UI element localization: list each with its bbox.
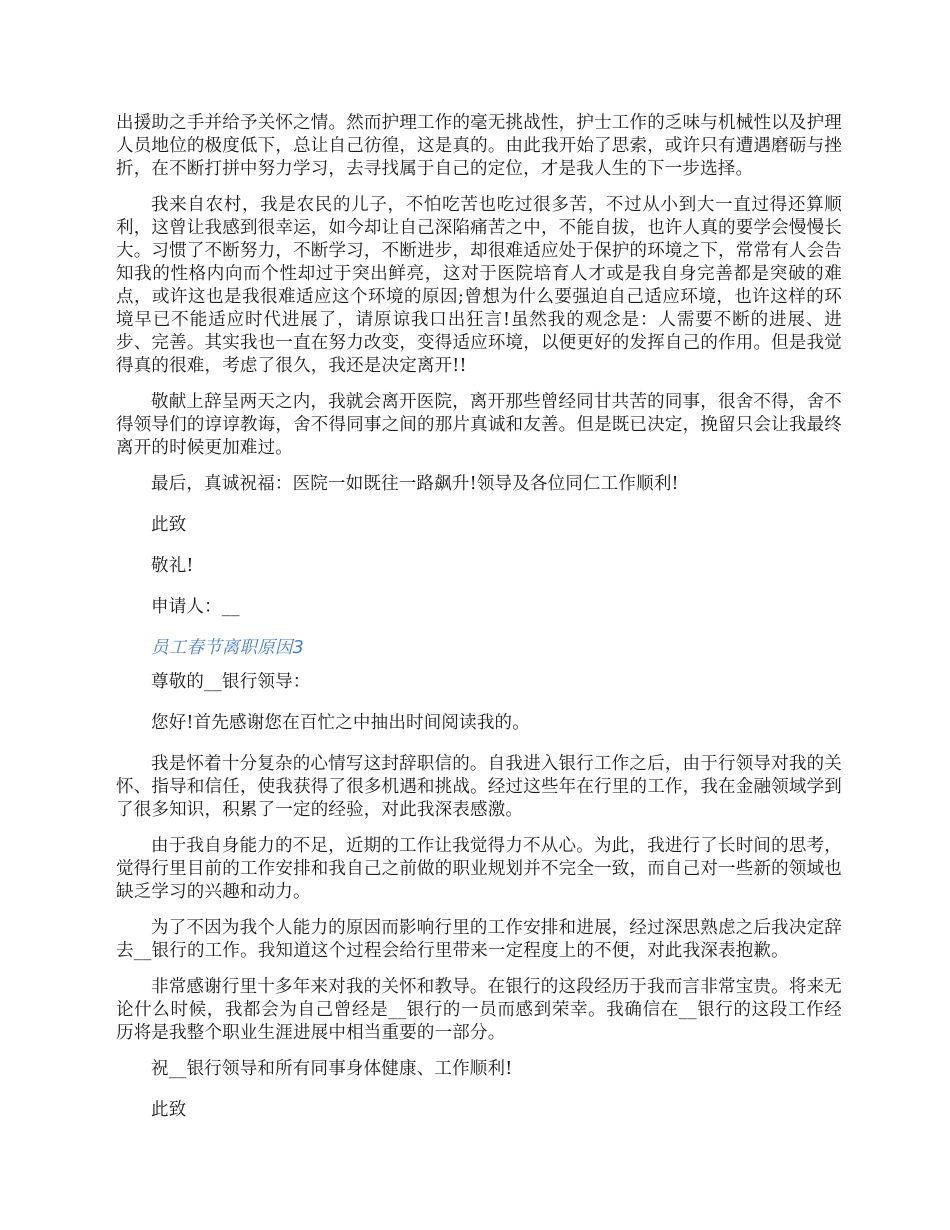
letter-cizhi: 此致 [151,1100,187,1120]
letter-opening: 您好!首先感谢您在百忙之中抽出时间阅读我的。 [151,713,530,733]
paragraph-background: 我来自农村，我是农民的儿子，不怕吃苦也吃过很多苦，不过从小到大一直过得还算顺利，这曾让我感到很幸运，如今却让自己深陷痛苦之中，不能自拔，也许人真的要学会慢慢长大。习惯了不断努力，不断学习，不断进步，却很难适应处于保护的环境之下，常常有人会告知我的性格内向而个性却过于突出鲜亮，这对于医院培育人才或是我自身完善都是突破的难点，或许这也是我很难适应这个环境的原因;曾想为什么要强迫自己适应环境，也许这样的环境早已不能适应时代进展了，请原谅我口出狂言!虽然我的观念是：人需要不断的进展、进步、完善。其实我也一直在努力改变，变得适应环境，以便更好的发挥自己的作用。但是我觉得真的很难，考虑了很久，我还是决定离开!! [116,195,842,376]
paragraph-closing-wish: 最后，真诚祝福：医院一如既往一路飙升!领导及各位同仁工作顺利! [151,474,679,494]
letter-paragraph-reason: 由于我自身能力的不足，近期的工作让我觉得力不从心。为此，我进行了长时间的思考，觉得行里目前的工作安排和我自己之前做的职业规划并不完全一致，而自己对一些新的领域也缺乏学习的兴趣和动力。 [116,836,842,902]
salutation-jingli: 敬礼! [151,556,194,576]
applicant-signature-line: 申请人：__ [151,597,240,617]
section-heading: 员工春节离职原因3 [151,638,304,658]
paragraph-continuation: 出援助之手并给予关怀之情。然而护理工作的毫无挑战性，护士工作的乏味与机械性以及护理人员地位的极度低下，总让自己彷徨，这是真的。由此我开始了思索，或许只有遭遇磨砺与挫折，在不断打拼中努力学习，去寻找属于自己的定位，才是我人生的下一步选择。 [116,113,842,179]
salutation-cizhi: 此致 [151,515,187,535]
paragraph-resignation-notice: 敬献上辞呈两天之内，我就会离开医院，离开那些曾经同甘共苦的同事，很舍不得，舍不得领导们的谆谆教诲，舍不得同事之间的那片真诚和友善。但是既已决定，挽留只会让我最终离开的时候更加难过。 [116,392,842,458]
letter-paragraph-decision: 为了不因为我个人能力的原因而影响行里的工作安排和进展，经过深思熟虑之后我决定辞去__银行的工作。我知道这个过程会给行里带来一定程度上的不便，对此我深表抱歉。 [116,918,842,961]
document-body [116,112,842,1140]
letter-greeting: 尊敬的__银行领导： [151,672,311,692]
letter-paragraph-gratitude: 我是怀着十分复杂的心情写这封辞职信的。自我进入银行工作之后，由于行领导对我的关怀、指导和信任，使我获得了很多机遇和挑战。经过这些年在行里的工作，我在金融领域学到了很多知识，积累了一定的经验，对此我深表感激。 [116,754,842,820]
letter-paragraph-thanks: 非常感谢行里十多年来对我的关怀和教导。在银行的这段经历于我而言非常宝贵。将来无论什么时候，我都会为自己曾经是__银行的一员而感到荣幸。我确信在__银行的这段工作经历将是我整个职业生涯进展中相当重要的一部分。 [116,977,842,1043]
letter-blessing: 祝__银行领导和所有同事身体健康、工作顺利! [151,1059,513,1079]
